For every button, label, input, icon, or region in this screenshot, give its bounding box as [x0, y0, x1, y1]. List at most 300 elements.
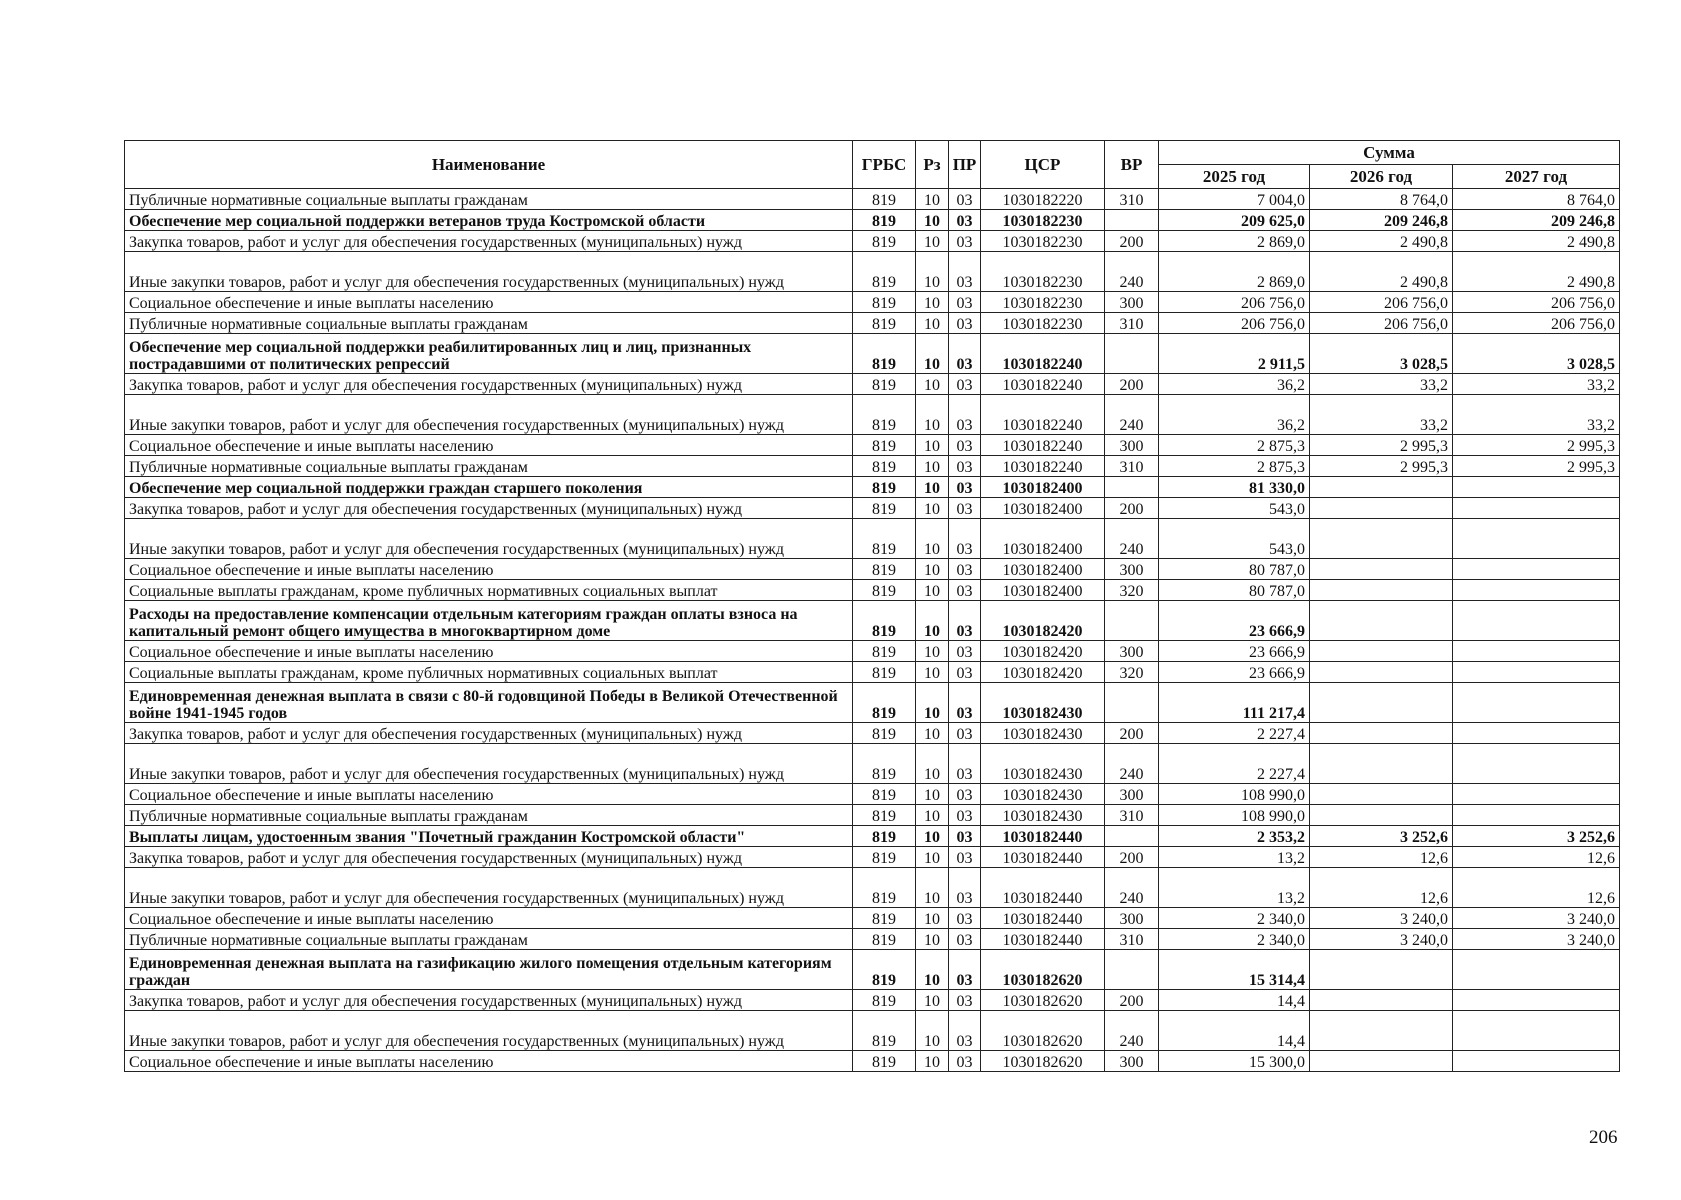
row-sum-2027: 3 252,6 [1453, 826, 1620, 847]
header-year-2026: 2026 год [1310, 165, 1453, 189]
row-sum-2027 [1453, 683, 1620, 723]
row-sum-2027: 3 028,5 [1453, 334, 1620, 374]
row-grbs: 819 [853, 374, 916, 395]
row-rz: 10 [916, 189, 949, 210]
row-rz: 10 [916, 990, 949, 1011]
row-sum-2025: 14,4 [1159, 1011, 1310, 1051]
row-pr: 03 [949, 805, 981, 826]
row-grbs: 819 [853, 784, 916, 805]
table-row [125, 641, 1620, 662]
table-row [125, 744, 1620, 784]
table-row [125, 477, 1620, 498]
row-rz: 10 [916, 683, 949, 723]
row-sum-2026: 12,6 [1310, 868, 1453, 908]
row-csr: 1030182400 [981, 519, 1105, 559]
table-row [125, 189, 1620, 210]
table-row [125, 1011, 1620, 1051]
row-grbs: 819 [853, 252, 916, 292]
row-name: Иные закупки товаров, работ и услуг для обеспечения государственных (муниципальных) нужд [125, 395, 853, 435]
row-rz: 10 [916, 231, 949, 252]
row-sum-2026 [1310, 950, 1453, 990]
row-name: Закупка товаров, работ и услуг для обеспечения государственных (муниципальных) нужд [125, 498, 853, 519]
row-grbs: 819 [853, 990, 916, 1011]
row-pr: 03 [949, 683, 981, 723]
row-grbs: 819 [853, 641, 916, 662]
row-sum-2025: 209 625,0 [1159, 210, 1310, 231]
row-pr: 03 [949, 744, 981, 784]
row-sum-2026 [1310, 805, 1453, 826]
row-sum-2026 [1310, 683, 1453, 723]
row-csr: 1030182430 [981, 805, 1105, 826]
row-csr: 1030182440 [981, 826, 1105, 847]
row-grbs: 819 [853, 559, 916, 580]
table-row [125, 580, 1620, 601]
row-name: Обеспечение мер социальной поддержки граждан старшего поколения [125, 477, 853, 498]
row-sum-2025: 14,4 [1159, 990, 1310, 1011]
row-csr: 1030182420 [981, 641, 1105, 662]
row-name: Публичные нормативные социальные выплаты гражданам [125, 805, 853, 826]
row-sum-2025: 2 875,3 [1159, 456, 1310, 477]
row-name: Закупка товаров, работ и услуг для обеспечения государственных (муниципальных) нужд [125, 231, 853, 252]
row-csr: 1030182240 [981, 334, 1105, 374]
row-sum-2026 [1310, 784, 1453, 805]
row-grbs: 819 [853, 334, 916, 374]
row-name: Публичные нормативные социальные выплаты гражданам [125, 313, 853, 334]
row-sum-2025: 36,2 [1159, 374, 1310, 395]
row-csr: 1030182440 [981, 908, 1105, 929]
row-sum-2027: 3 240,0 [1453, 929, 1620, 950]
row-csr: 1030182400 [981, 477, 1105, 498]
row-csr: 1030182440 [981, 847, 1105, 868]
row-vr [1105, 950, 1159, 990]
row-vr [1105, 210, 1159, 231]
row-rz: 10 [916, 641, 949, 662]
row-sum-2027: 33,2 [1453, 395, 1620, 435]
row-grbs: 819 [853, 395, 916, 435]
row-sum-2026: 33,2 [1310, 395, 1453, 435]
table-row [125, 559, 1620, 580]
row-rz: 10 [916, 559, 949, 580]
row-csr: 1030182620 [981, 1051, 1105, 1072]
row-vr: 300 [1105, 641, 1159, 662]
row-vr: 300 [1105, 1051, 1159, 1072]
row-sum-2026: 3 252,6 [1310, 826, 1453, 847]
row-rz: 10 [916, 210, 949, 231]
row-sum-2025: 206 756,0 [1159, 292, 1310, 313]
row-grbs: 819 [853, 580, 916, 601]
row-grbs: 819 [853, 1011, 916, 1051]
row-csr: 1030182440 [981, 929, 1105, 950]
row-sum-2025: 13,2 [1159, 868, 1310, 908]
table-row [125, 929, 1620, 950]
row-rz: 10 [916, 374, 949, 395]
row-csr: 1030182230 [981, 231, 1105, 252]
row-rz: 10 [916, 252, 949, 292]
row-grbs: 819 [853, 498, 916, 519]
table-row [125, 847, 1620, 868]
row-sum-2026 [1310, 723, 1453, 744]
row-vr [1105, 683, 1159, 723]
table-row [125, 908, 1620, 929]
row-sum-2026: 209 246,8 [1310, 210, 1453, 231]
table-row [125, 990, 1620, 1011]
row-pr: 03 [949, 784, 981, 805]
row-rz: 10 [916, 580, 949, 601]
row-vr: 200 [1105, 374, 1159, 395]
row-name: Социальное обеспечение и иные выплаты населению [125, 784, 853, 805]
row-pr: 03 [949, 313, 981, 334]
row-sum-2025: 23 666,9 [1159, 601, 1310, 641]
row-csr: 1030182620 [981, 990, 1105, 1011]
row-sum-2027 [1453, 723, 1620, 744]
budget-table [124, 140, 1620, 1072]
row-pr: 03 [949, 231, 981, 252]
row-vr [1105, 477, 1159, 498]
row-pr: 03 [949, 334, 981, 374]
row-sum-2027 [1453, 662, 1620, 683]
row-sum-2025: 7 004,0 [1159, 189, 1310, 210]
row-sum-2025: 23 666,9 [1159, 641, 1310, 662]
row-sum-2026 [1310, 990, 1453, 1011]
row-vr: 320 [1105, 580, 1159, 601]
row-name: Закупка товаров, работ и услуг для обеспечения государственных (муниципальных) нужд [125, 847, 853, 868]
header-csr: ЦСР [981, 141, 1105, 189]
row-csr: 1030182440 [981, 868, 1105, 908]
row-sum-2027: 2 995,3 [1453, 456, 1620, 477]
row-grbs: 819 [853, 950, 916, 990]
row-csr: 1030182240 [981, 456, 1105, 477]
row-sum-2025: 13,2 [1159, 847, 1310, 868]
row-sum-2025: 2 875,3 [1159, 435, 1310, 456]
row-grbs: 819 [853, 805, 916, 826]
row-rz: 10 [916, 601, 949, 641]
table-row [125, 723, 1620, 744]
row-pr: 03 [949, 559, 981, 580]
row-grbs: 819 [853, 456, 916, 477]
row-vr: 310 [1105, 313, 1159, 334]
row-sum-2026 [1310, 580, 1453, 601]
table-row [125, 374, 1620, 395]
row-pr: 03 [949, 519, 981, 559]
table-row [125, 498, 1620, 519]
table-row [125, 456, 1620, 477]
header-sum: Сумма [1159, 141, 1620, 165]
row-vr: 240 [1105, 1011, 1159, 1051]
row-pr: 03 [949, 252, 981, 292]
row-grbs: 819 [853, 744, 916, 784]
header-vr: ВР [1105, 141, 1159, 189]
row-grbs: 819 [853, 231, 916, 252]
row-sum-2027: 3 240,0 [1453, 908, 1620, 929]
row-pr: 03 [949, 292, 981, 313]
row-name: Обеспечение мер социальной поддержки реабилитированных лиц и лиц, признанных пострадавшими от политических репрессий [125, 334, 853, 374]
row-sum-2026: 2 490,8 [1310, 231, 1453, 252]
row-sum-2025: 2 869,0 [1159, 252, 1310, 292]
row-name: Социальное обеспечение и иные выплаты населению [125, 908, 853, 929]
row-pr: 03 [949, 826, 981, 847]
table-row [125, 784, 1620, 805]
row-grbs: 819 [853, 683, 916, 723]
row-pr: 03 [949, 189, 981, 210]
row-sum-2025: 2 340,0 [1159, 908, 1310, 929]
row-vr: 320 [1105, 662, 1159, 683]
row-sum-2027 [1453, 519, 1620, 559]
row-sum-2027: 2 995,3 [1453, 435, 1620, 456]
row-sum-2027 [1453, 990, 1620, 1011]
table-row [125, 950, 1620, 990]
row-csr: 1030182400 [981, 559, 1105, 580]
row-pr: 03 [949, 950, 981, 990]
row-rz: 10 [916, 805, 949, 826]
row-name: Иные закупки товаров, работ и услуг для обеспечения государственных (муниципальных) нужд [125, 519, 853, 559]
row-sum-2027: 206 756,0 [1453, 292, 1620, 313]
row-sum-2026 [1310, 559, 1453, 580]
page-number: 206 [1589, 1127, 1618, 1148]
row-name: Социальное обеспечение и иные выплаты населению [125, 641, 853, 662]
row-name: Иные закупки товаров, работ и услуг для обеспечения государственных (муниципальных) нужд [125, 868, 853, 908]
row-grbs: 819 [853, 908, 916, 929]
row-grbs: 819 [853, 1051, 916, 1072]
row-rz: 10 [916, 1011, 949, 1051]
row-sum-2027 [1453, 559, 1620, 580]
row-sum-2027: 12,6 [1453, 868, 1620, 908]
row-sum-2025: 81 330,0 [1159, 477, 1310, 498]
row-vr: 300 [1105, 292, 1159, 313]
row-sum-2027: 209 246,8 [1453, 210, 1620, 231]
row-sum-2027 [1453, 744, 1620, 784]
row-pr: 03 [949, 847, 981, 868]
header-pr: ПР [949, 141, 981, 189]
row-vr: 300 [1105, 559, 1159, 580]
row-pr: 03 [949, 395, 981, 435]
row-sum-2025: 2 340,0 [1159, 929, 1310, 950]
row-rz: 10 [916, 744, 949, 784]
row-pr: 03 [949, 477, 981, 498]
row-rz: 10 [916, 477, 949, 498]
row-vr: 300 [1105, 435, 1159, 456]
row-sum-2027 [1453, 1051, 1620, 1072]
row-name: Социальное обеспечение и иные выплаты населению [125, 1051, 853, 1072]
row-csr: 1030182230 [981, 252, 1105, 292]
table-row [125, 231, 1620, 252]
row-pr: 03 [949, 723, 981, 744]
row-sum-2025: 80 787,0 [1159, 559, 1310, 580]
row-sum-2027 [1453, 950, 1620, 990]
row-grbs: 819 [853, 477, 916, 498]
row-sum-2027: 33,2 [1453, 374, 1620, 395]
row-sum-2026 [1310, 477, 1453, 498]
row-pr: 03 [949, 990, 981, 1011]
table-row [125, 292, 1620, 313]
row-sum-2026: 12,6 [1310, 847, 1453, 868]
row-sum-2027: 2 490,8 [1453, 252, 1620, 292]
row-rz: 10 [916, 395, 949, 435]
row-csr: 1030182240 [981, 374, 1105, 395]
header-year-2027: 2027 год [1453, 165, 1620, 189]
row-vr: 310 [1105, 456, 1159, 477]
row-rz: 10 [916, 498, 949, 519]
table-row [125, 435, 1620, 456]
row-sum-2027: 12,6 [1453, 847, 1620, 868]
row-sum-2025: 2 353,2 [1159, 826, 1310, 847]
row-rz: 10 [916, 435, 949, 456]
row-vr: 240 [1105, 252, 1159, 292]
row-sum-2025: 543,0 [1159, 519, 1310, 559]
row-grbs: 819 [853, 826, 916, 847]
row-vr: 310 [1105, 189, 1159, 210]
row-pr: 03 [949, 908, 981, 929]
row-pr: 03 [949, 456, 981, 477]
row-csr: 1030182400 [981, 580, 1105, 601]
row-name: Закупка товаров, работ и услуг для обеспечения государственных (муниципальных) нужд [125, 723, 853, 744]
row-grbs: 819 [853, 210, 916, 231]
row-sum-2026: 2 995,3 [1310, 456, 1453, 477]
row-sum-2027 [1453, 601, 1620, 641]
row-name: Иные закупки товаров, работ и услуг для обеспечения государственных (муниципальных) нужд [125, 252, 853, 292]
row-grbs: 819 [853, 929, 916, 950]
row-name: Социальное обеспечение и иные выплаты населению [125, 559, 853, 580]
row-pr: 03 [949, 929, 981, 950]
row-grbs: 819 [853, 313, 916, 334]
table-row [125, 805, 1620, 826]
row-csr: 1030182230 [981, 292, 1105, 313]
row-name: Обеспечение мер социальной поддержки ветеранов труда Костромской области [125, 210, 853, 231]
row-sum-2026 [1310, 1011, 1453, 1051]
row-sum-2026: 206 756,0 [1310, 292, 1453, 313]
row-sum-2025: 2 227,4 [1159, 744, 1310, 784]
row-vr: 310 [1105, 805, 1159, 826]
row-name: Публичные нормативные социальные выплаты гражданам [125, 929, 853, 950]
row-csr: 1030182430 [981, 683, 1105, 723]
row-pr: 03 [949, 1051, 981, 1072]
table-row [125, 826, 1620, 847]
row-csr: 1030182430 [981, 744, 1105, 784]
row-sum-2026: 8 764,0 [1310, 189, 1453, 210]
row-pr: 03 [949, 210, 981, 231]
row-vr: 200 [1105, 498, 1159, 519]
row-pr: 03 [949, 435, 981, 456]
row-sum-2025: 36,2 [1159, 395, 1310, 435]
row-sum-2027: 206 756,0 [1453, 313, 1620, 334]
header-year-2025: 2025 год [1159, 165, 1310, 189]
row-csr: 1030182400 [981, 498, 1105, 519]
row-sum-2027 [1453, 784, 1620, 805]
row-csr: 1030182220 [981, 189, 1105, 210]
row-vr: 240 [1105, 744, 1159, 784]
row-sum-2027 [1453, 1011, 1620, 1051]
row-rz: 10 [916, 313, 949, 334]
row-name: Публичные нормативные социальные выплаты гражданам [125, 456, 853, 477]
row-name: Социальное обеспечение и иные выплаты населению [125, 292, 853, 313]
row-csr: 1030182240 [981, 395, 1105, 435]
row-csr: 1030182430 [981, 723, 1105, 744]
row-pr: 03 [949, 1011, 981, 1051]
table-row [125, 662, 1620, 683]
row-grbs: 819 [853, 292, 916, 313]
row-sum-2026: 2 490,8 [1310, 252, 1453, 292]
row-pr: 03 [949, 662, 981, 683]
row-rz: 10 [916, 292, 949, 313]
row-name: Социальное обеспечение и иные выплаты населению [125, 435, 853, 456]
row-sum-2026: 3 240,0 [1310, 908, 1453, 929]
table-row [125, 683, 1620, 723]
row-sum-2027: 8 764,0 [1453, 189, 1620, 210]
table-row [125, 519, 1620, 559]
row-vr: 240 [1105, 519, 1159, 559]
row-sum-2025: 2 869,0 [1159, 231, 1310, 252]
row-pr: 03 [949, 498, 981, 519]
row-csr: 1030182230 [981, 210, 1105, 231]
row-vr: 300 [1105, 784, 1159, 805]
row-sum-2025: 15 300,0 [1159, 1051, 1310, 1072]
table-row [125, 334, 1620, 374]
row-sum-2025: 15 314,4 [1159, 950, 1310, 990]
row-grbs: 819 [853, 189, 916, 210]
row-rz: 10 [916, 334, 949, 374]
row-name: Закупка товаров, работ и услуг для обеспечения государственных (муниципальных) нужд [125, 990, 853, 1011]
row-csr: 1030182230 [981, 313, 1105, 334]
row-sum-2026 [1310, 641, 1453, 662]
row-sum-2027 [1453, 477, 1620, 498]
header-rz: Рз [916, 141, 949, 189]
table-body [125, 189, 1620, 1072]
row-sum-2025: 108 990,0 [1159, 784, 1310, 805]
row-vr: 200 [1105, 723, 1159, 744]
row-grbs: 819 [853, 868, 916, 908]
row-sum-2025: 111 217,4 [1159, 683, 1310, 723]
row-vr [1105, 601, 1159, 641]
row-name: Выплаты лицам, удостоенным звания "Почетный гражданин Костромской области" [125, 826, 853, 847]
row-grbs: 819 [853, 723, 916, 744]
row-name: Социальные выплаты гражданам, кроме публичных нормативных социальных выплат [125, 580, 853, 601]
table-row [125, 313, 1620, 334]
row-name: Единовременная денежная выплата в связи с 80-й годовщиной Победы в Великой Отечественной войне 1941-1945 годов [125, 683, 853, 723]
row-name: Публичные нормативные социальные выплаты гражданам [125, 189, 853, 210]
table-row [125, 252, 1620, 292]
row-vr [1105, 826, 1159, 847]
row-sum-2026 [1310, 519, 1453, 559]
row-sum-2025: 206 756,0 [1159, 313, 1310, 334]
row-csr: 1030182430 [981, 784, 1105, 805]
row-sum-2027: 2 490,8 [1453, 231, 1620, 252]
row-sum-2027 [1453, 498, 1620, 519]
header-name: Наименование [125, 141, 853, 189]
row-vr: 240 [1105, 395, 1159, 435]
row-pr: 03 [949, 868, 981, 908]
row-csr: 1030182240 [981, 435, 1105, 456]
row-vr: 200 [1105, 990, 1159, 1011]
row-sum-2026: 206 756,0 [1310, 313, 1453, 334]
row-rz: 10 [916, 784, 949, 805]
row-pr: 03 [949, 580, 981, 601]
row-rz: 10 [916, 847, 949, 868]
row-rz: 10 [916, 723, 949, 744]
row-vr: 200 [1105, 231, 1159, 252]
row-csr: 1030182620 [981, 1011, 1105, 1051]
row-name: Иные закупки товаров, работ и услуг для обеспечения государственных (муниципальных) нужд [125, 1011, 853, 1051]
row-sum-2025: 543,0 [1159, 498, 1310, 519]
table-row [125, 601, 1620, 641]
table-row [125, 210, 1620, 231]
row-grbs: 819 [853, 601, 916, 641]
row-csr: 1030182620 [981, 950, 1105, 990]
row-sum-2026 [1310, 498, 1453, 519]
row-pr: 03 [949, 374, 981, 395]
row-vr: 200 [1105, 847, 1159, 868]
row-name: Иные закупки товаров, работ и услуг для обеспечения государственных (муниципальных) нужд [125, 744, 853, 784]
row-rz: 10 [916, 519, 949, 559]
table-row [125, 395, 1620, 435]
